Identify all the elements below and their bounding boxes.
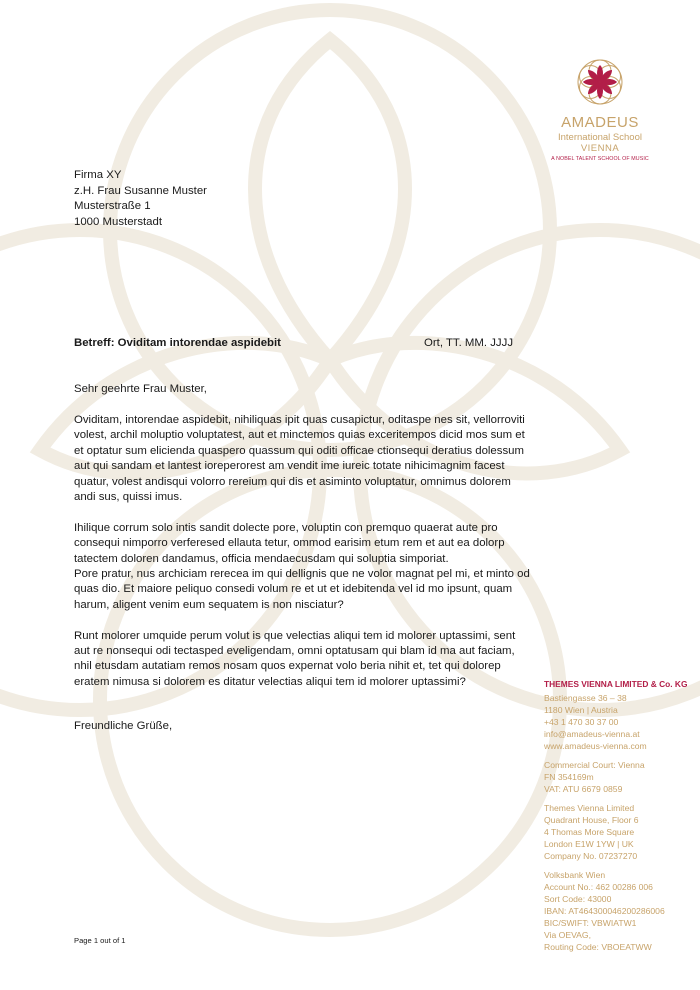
bank-line: IBAN: AT464300046200286006 bbox=[544, 906, 665, 916]
body-paragraph: Ihilique corrum solo intis sandit dolecte pore, voluptin con premquo quaerat aute pro consequi nimporro verferesed ellauta tetur, ommod earisim etum rem et aut ea dolorp tatectem doloren dandamus, officia mendaecusdam qui soluptia simporiat. Pore pratur, nus archiciam rerecea im qui dellignis que ne volor magnat pel mi, et minto od quas dio. Et maiore peliquo consedi volum re et ut et idebitenda vel id mo ipsunt, quam harum, aligent venim eum sequatem is non nisciatur? bbox=[74, 521, 530, 611]
uk-line: Quadrant House, Floor 6 bbox=[544, 815, 639, 825]
letter-body bbox=[74, 413, 532, 706]
logo-school: International School bbox=[558, 132, 642, 143]
logo-tagline: A NOBEL TALENT SCHOOL OF MUSIC bbox=[551, 156, 649, 162]
contact-line: 1180 Wien | Austria bbox=[544, 705, 618, 715]
company-name: THEMES VIENNA LIMITED & Co. KG bbox=[544, 679, 688, 689]
bank-line: BIC/SWIFT: VBWIATW1 bbox=[544, 918, 637, 928]
address-line: Musterstraße 1 bbox=[74, 200, 151, 212]
contact-line: info@amadeus-vienna.at bbox=[544, 729, 640, 739]
registry-line: VAT: ATU 6679 0859 bbox=[544, 784, 623, 794]
body-paragraph: Oviditam, intorendae aspidebit, nihiliquas ipit quas cusapictur, oditaspe nes sit, vellorroviti volest, archil moluptio voluptatest, aut et minctemos quias exceritempos dicid mos sum et et optatur sum elicienda quaspero quassum qui oditi officae ctionsequi deratius dolessum aut qui sandam et lantest ioreperorest am vendit ime iureic totate nihicimagnim facest quatur, volest andisqui volorro rereium qui dis et asiminto voluptatur, omnimus dolorem andi sus, quissi imus. bbox=[74, 414, 525, 504]
uk-line: Themes Vienna Limited bbox=[544, 803, 635, 813]
uk-line: 4 Thomas More Square bbox=[544, 827, 635, 837]
contact-line: Bastiengasse 36 – 38 bbox=[544, 693, 627, 703]
flower-logo-icon bbox=[573, 52, 627, 112]
contact-line: +43 1 470 30 37 00 bbox=[544, 717, 619, 727]
address-line: Firma XY bbox=[74, 169, 122, 181]
registry-block bbox=[544, 759, 687, 795]
uk-line: Company No. 07237270 bbox=[544, 851, 638, 861]
uk-office-block bbox=[544, 802, 687, 862]
school-logo bbox=[540, 52, 660, 162]
contact-block bbox=[544, 692, 687, 752]
bank-block bbox=[544, 869, 687, 953]
contact-line: www.amadeus-vienna.com bbox=[544, 741, 647, 751]
page-number: Page 1 out of 1 bbox=[74, 936, 126, 945]
subject-line: Betreff: Oviditam intorendae aspidebit bbox=[74, 337, 281, 349]
logo-name: AMADEUS bbox=[561, 114, 639, 131]
bank-line: Via OEVAG, bbox=[544, 930, 591, 940]
logo-city: VIENNA bbox=[580, 143, 620, 154]
bank-line: Sort Code: 43000 bbox=[544, 894, 612, 904]
address-line: 1000 Musterstadt bbox=[74, 215, 163, 228]
bank-line: Account No.: 462 00286 006 bbox=[544, 882, 653, 892]
bank-line: Routing Code: VBOEATWW bbox=[544, 942, 652, 952]
registry-line: Commercial Court: Vienna bbox=[544, 760, 645, 770]
registry-line: FN 354169m bbox=[544, 772, 594, 782]
uk-line: London E1W 1YW | UK bbox=[544, 839, 634, 849]
salutation: Sehr geehrte Frau Muster, bbox=[74, 383, 207, 395]
place-date: Ort, TT. MM. JJJJ bbox=[424, 337, 514, 349]
closing: Freundliche Grüße, bbox=[74, 720, 173, 732]
recipient-address bbox=[74, 168, 207, 230]
bank-line: Volksbank Wien bbox=[544, 870, 606, 880]
footer-company-info bbox=[544, 678, 687, 960]
address-line: z.H. Frau Susanne Muster bbox=[74, 184, 207, 197]
body-paragraph: Runt molorer umquide perum volut is que velectias aliqui tem id molorer uptassimi, sent aut re nonsequi odi tectasped eveligendam, omni optatusam qui blam id ma aut faciam, nhil etusdam autatiam remos nosam quos expernat volo beria nihit et, tet qui dolorep eratem nimusa si dolorem es ditatur velectias aliqui tem id molorer uptassimi? bbox=[74, 629, 516, 688]
